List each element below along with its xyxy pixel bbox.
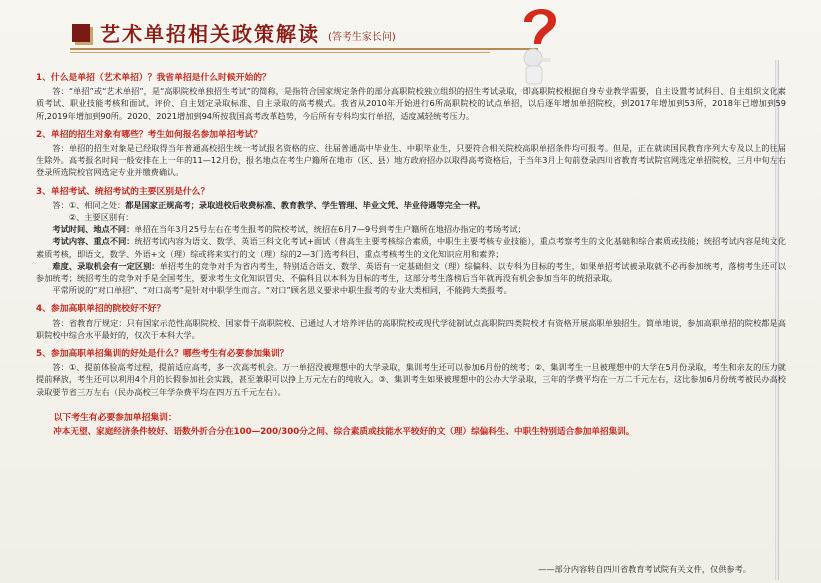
answer-2: 答：单招的招生对象是已经取得当年普通高校招生统一考试报名资格的应、往届普通高中毕业生、中职毕业生，只要符合相关院校高职单招条件均可报考。但是，正在就读国民教育序列大专及以上的往届生除外。高考报名时间一般安排在上一年的11—12月份，报名地点在考生户籍所在地市（区、县）地方政府招办以取得高考资格后，于当年3月上旬前登录四川省教育考试院官网选定单招院校，三月中旬左右登录所选院校官网选定专业并缴费确认。 xyxy=(36,143,786,178)
answer-3-lead: 答：①、相同之处： xyxy=(52,199,126,210)
cta-title: 以下考生有必要参加单招集训： xyxy=(53,412,177,423)
question-4: 4、参加高职单招的院校好不好？ xyxy=(36,304,166,315)
answer-5: 答：①、提前体验高考过程，提前适应高考，多一次高考机会。万一单招没被理想中的大学录取，集训考生还可以参加6月份的统考；②、集训考生一旦被理想中的大学在5月份录取，考生和亲友的压力就提前释放，考生还可以利用4个月的长假参加社会实践，甚至兼职可以挣上万元左右的纯收入。③、集训考生如果被理想中的公办大学录取，三年的学费平均在一万二千元左右，这比参加6月份统考被民办高校录取要节省三万左右（民办高校三年学杂费平均在四万五千元左右）。 xyxy=(36,362,786,397)
question-1: 1、什么是单招（艺术单招）？我省单招是什么时候开始的？ xyxy=(36,73,271,83)
difference-item xyxy=(36,235,786,259)
difference-text: 统招考试内容为语文、数学、英语三科文化考试+面试（普高生主要考核综合素质，中职生主要考核专业技能），重点考察考生的文化基础和综合素质或技能；统招考试内容是纯文化素质考核，即语文，数学、外语+文（理）综或将来实行的文（理）综的2—3门选考科目，重点考核考生的文化知识应用和素养； xyxy=(36,236,786,259)
answer-3-similarities xyxy=(36,199,786,211)
answer-1: 答：“单招”或“艺术单招”，是“高职院校单独招生考试”的简称，是指符合国家规定条件的部分高职院校独立组织的招生考试录取，即高职院校根据自身专业教学需要，自主设置考试科目、自主组织文化素质考试、职业技能考核和面试、评价、自主划定录取标准、自主录取的高考模式。我省从2010年开始进行6所高职院校的试点单招，以后逐年增加单招院校，到2017年增加到53所，2018年已增加到59所,2019年增加到90所。2020、2021增加到94所按我国高考改革趋势，今后所有专科均实行单招，适度减轻统考压力。 xyxy=(36,86,786,121)
question-2: 2、单招的招生对象有哪些？考生如何报名参加单招考试？ xyxy=(36,129,263,140)
difference-label: 难度、录取机会有一定区别： xyxy=(52,260,160,271)
page-subtitle: (答考生家长问) xyxy=(328,32,396,43)
page-title: 艺术单招相关政策解读 xyxy=(100,22,320,46)
answer-3-note: 平常所说的“对口单招”、“对口高考”是针对中职学生而言。“对口”顾名思义要求中职生报考的专业大类相同，不能跨大类报考。 xyxy=(52,285,512,296)
question-3: 3、单招考试、统招考试的主要区别是什么？ xyxy=(36,186,210,197)
question-5: 5、参加高职单招集训的好处是什么？哪些考生有必要参加集训？ xyxy=(36,349,289,360)
difference-item xyxy=(36,223,786,235)
difference-text: 单招考生的竞争对手为省内考生，特别适合语文、数学、英语有一定基础但文（理）综偏科、以专科为目标的考生，如果单招考试被录取就不必再参加统考，落榜考生还可以参加统考；统招考生的竞争对手是全国考生，要求考生文化知识冒尖、不偏科且以本科为目标的考生，这部分考生落榜后当年就再没有机会参加当年的统招录取。 xyxy=(36,260,786,284)
difference-text: 单招在当年3月25号左右在考生报考的院校考试，统招在6月7—9号到考生户籍所在地招办指定的考场考试； xyxy=(134,224,526,235)
answer-3-similarities-bold: 都是国家正规高考；录取进校后收费标准、教育教学、学生管理、毕业文凭、毕业待遇等完全一样。 xyxy=(125,199,486,210)
footer-note: ——部分内容转自四川省教育考试院有关文件，仅供参考。 xyxy=(538,564,751,574)
difference-label: 考试时间、地点不同： xyxy=(52,224,135,235)
header-square-icon xyxy=(72,24,90,42)
cta-body: 冲本无望、家庭经济条件较好、语数外折合分在100—200/300分之间、综合素质或技能水平较好的文（理）综偏科生、中职生特别适合参加单招集训。 xyxy=(53,427,635,438)
difference-item xyxy=(36,260,786,284)
header-divider xyxy=(70,48,538,50)
header-divider-thin xyxy=(70,52,490,53)
answer-4: 答：省教育厅规定：只有国家示范性高职院校、国家骨干高职院校、已通过人才培养评估的高职院校或现代学徒制试点高职院四类院校才有资格开展高职单独招生。简单地说，参加高职单招的院校都是高职院校中综合水平最好的，仅次于本科大学。 xyxy=(36,317,786,340)
answer-3-differences-intro: ②、主要区别有： xyxy=(68,212,134,223)
difference-label: 考试内容、重点不同： xyxy=(52,236,135,247)
content-area xyxy=(36,72,786,439)
